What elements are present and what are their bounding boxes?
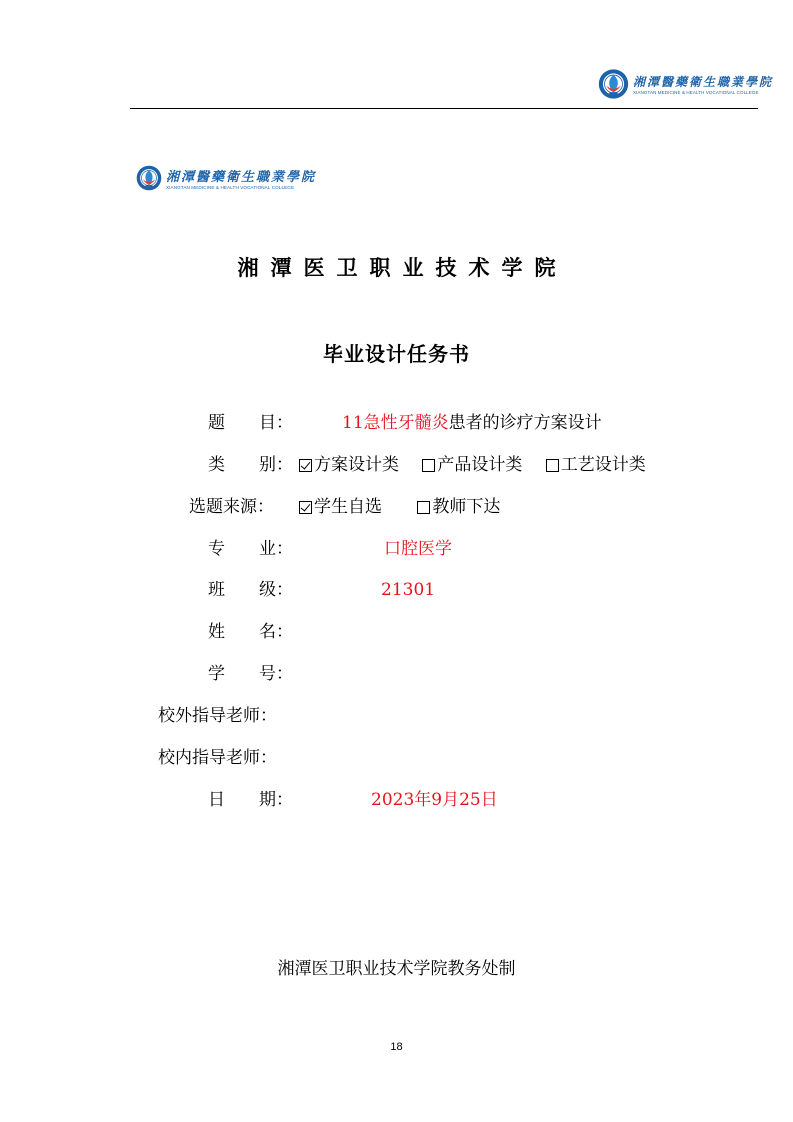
source-option-label: 学生自选 (314, 497, 382, 517)
category-label: 类 别： (208, 455, 293, 475)
class-row (0, 575, 793, 605)
major-value: 口腔医学 (384, 539, 452, 559)
internal-advisor-label: 校内指导老师： (158, 748, 277, 768)
date-row (0, 785, 793, 815)
category-option-label: 工艺设计类 (560, 455, 646, 475)
category-option-label: 产品设计类 (437, 455, 523, 475)
college-emblem-icon (598, 65, 629, 103)
header-divider (130, 108, 758, 109)
category-option-label: 方案设计类 (314, 455, 399, 475)
header-logo-chinese: 湘潭醫藥衛生職業學院 (632, 75, 773, 89)
class-label: 班 级： (208, 580, 293, 600)
topic-row (0, 408, 793, 438)
name-row (0, 617, 793, 647)
school-title: 湘潭医卫职业技术学院 (237, 256, 568, 280)
checkbox-empty-icon[interactable] (422, 459, 435, 472)
document-title: 毕业设计任务书 (323, 342, 470, 366)
page-number: 18 (390, 1041, 403, 1053)
name-label: 姓 名： (208, 622, 293, 642)
student-id-row (0, 659, 793, 689)
header-logo-english: XIANGTAN MEDICINE & HEALTH VOCATIONAL COLLEGE (632, 90, 759, 95)
category-option-product[interactable] (422, 450, 522, 480)
issuing-office: 湘潭医卫职业技术学院教务处制 (277, 959, 516, 979)
student-id-label: 学 号： (208, 664, 293, 684)
checkbox-checked-icon[interactable] (299, 459, 312, 472)
date-value: 2023年9月25日 (371, 790, 498, 810)
header-logo (598, 62, 773, 106)
major-label: 专 业： (208, 539, 293, 559)
college-emblem-icon (136, 158, 162, 198)
topic-value-highlight: 11急性牙髓炎 (342, 413, 449, 433)
category-option-process[interactable] (546, 450, 646, 480)
cover-logo-chinese: 湘潭醫藥衛生職業學院 (165, 170, 316, 185)
checkbox-checked-icon[interactable] (299, 501, 312, 514)
source-option-teacher[interactable] (417, 492, 500, 522)
source-row (0, 492, 793, 522)
cover-logo (136, 156, 316, 200)
category-option-scheme[interactable] (299, 450, 399, 480)
external-advisor-label: 校外指导老师： (158, 706, 277, 726)
topic-label: 题 目： (208, 413, 293, 433)
cover-logo-english: XIANGTAN MEDICINE & HEALTH VOCATIONAL COLLEGE (165, 185, 295, 190)
checkbox-empty-icon[interactable] (417, 501, 430, 514)
class-value: 21301 (381, 580, 436, 600)
date-label: 日 期： (208, 790, 293, 810)
internal-advisor-row (0, 743, 793, 773)
topic-value: 患者的诊疗方案设计 (448, 413, 602, 433)
source-option-student[interactable] (299, 492, 382, 522)
external-advisor-row (0, 701, 793, 731)
major-row (0, 534, 793, 564)
category-row (0, 450, 793, 480)
source-option-label: 教师下达 (432, 497, 501, 517)
source-label: 选题来源： (189, 497, 274, 517)
checkbox-empty-icon[interactable] (546, 459, 559, 472)
